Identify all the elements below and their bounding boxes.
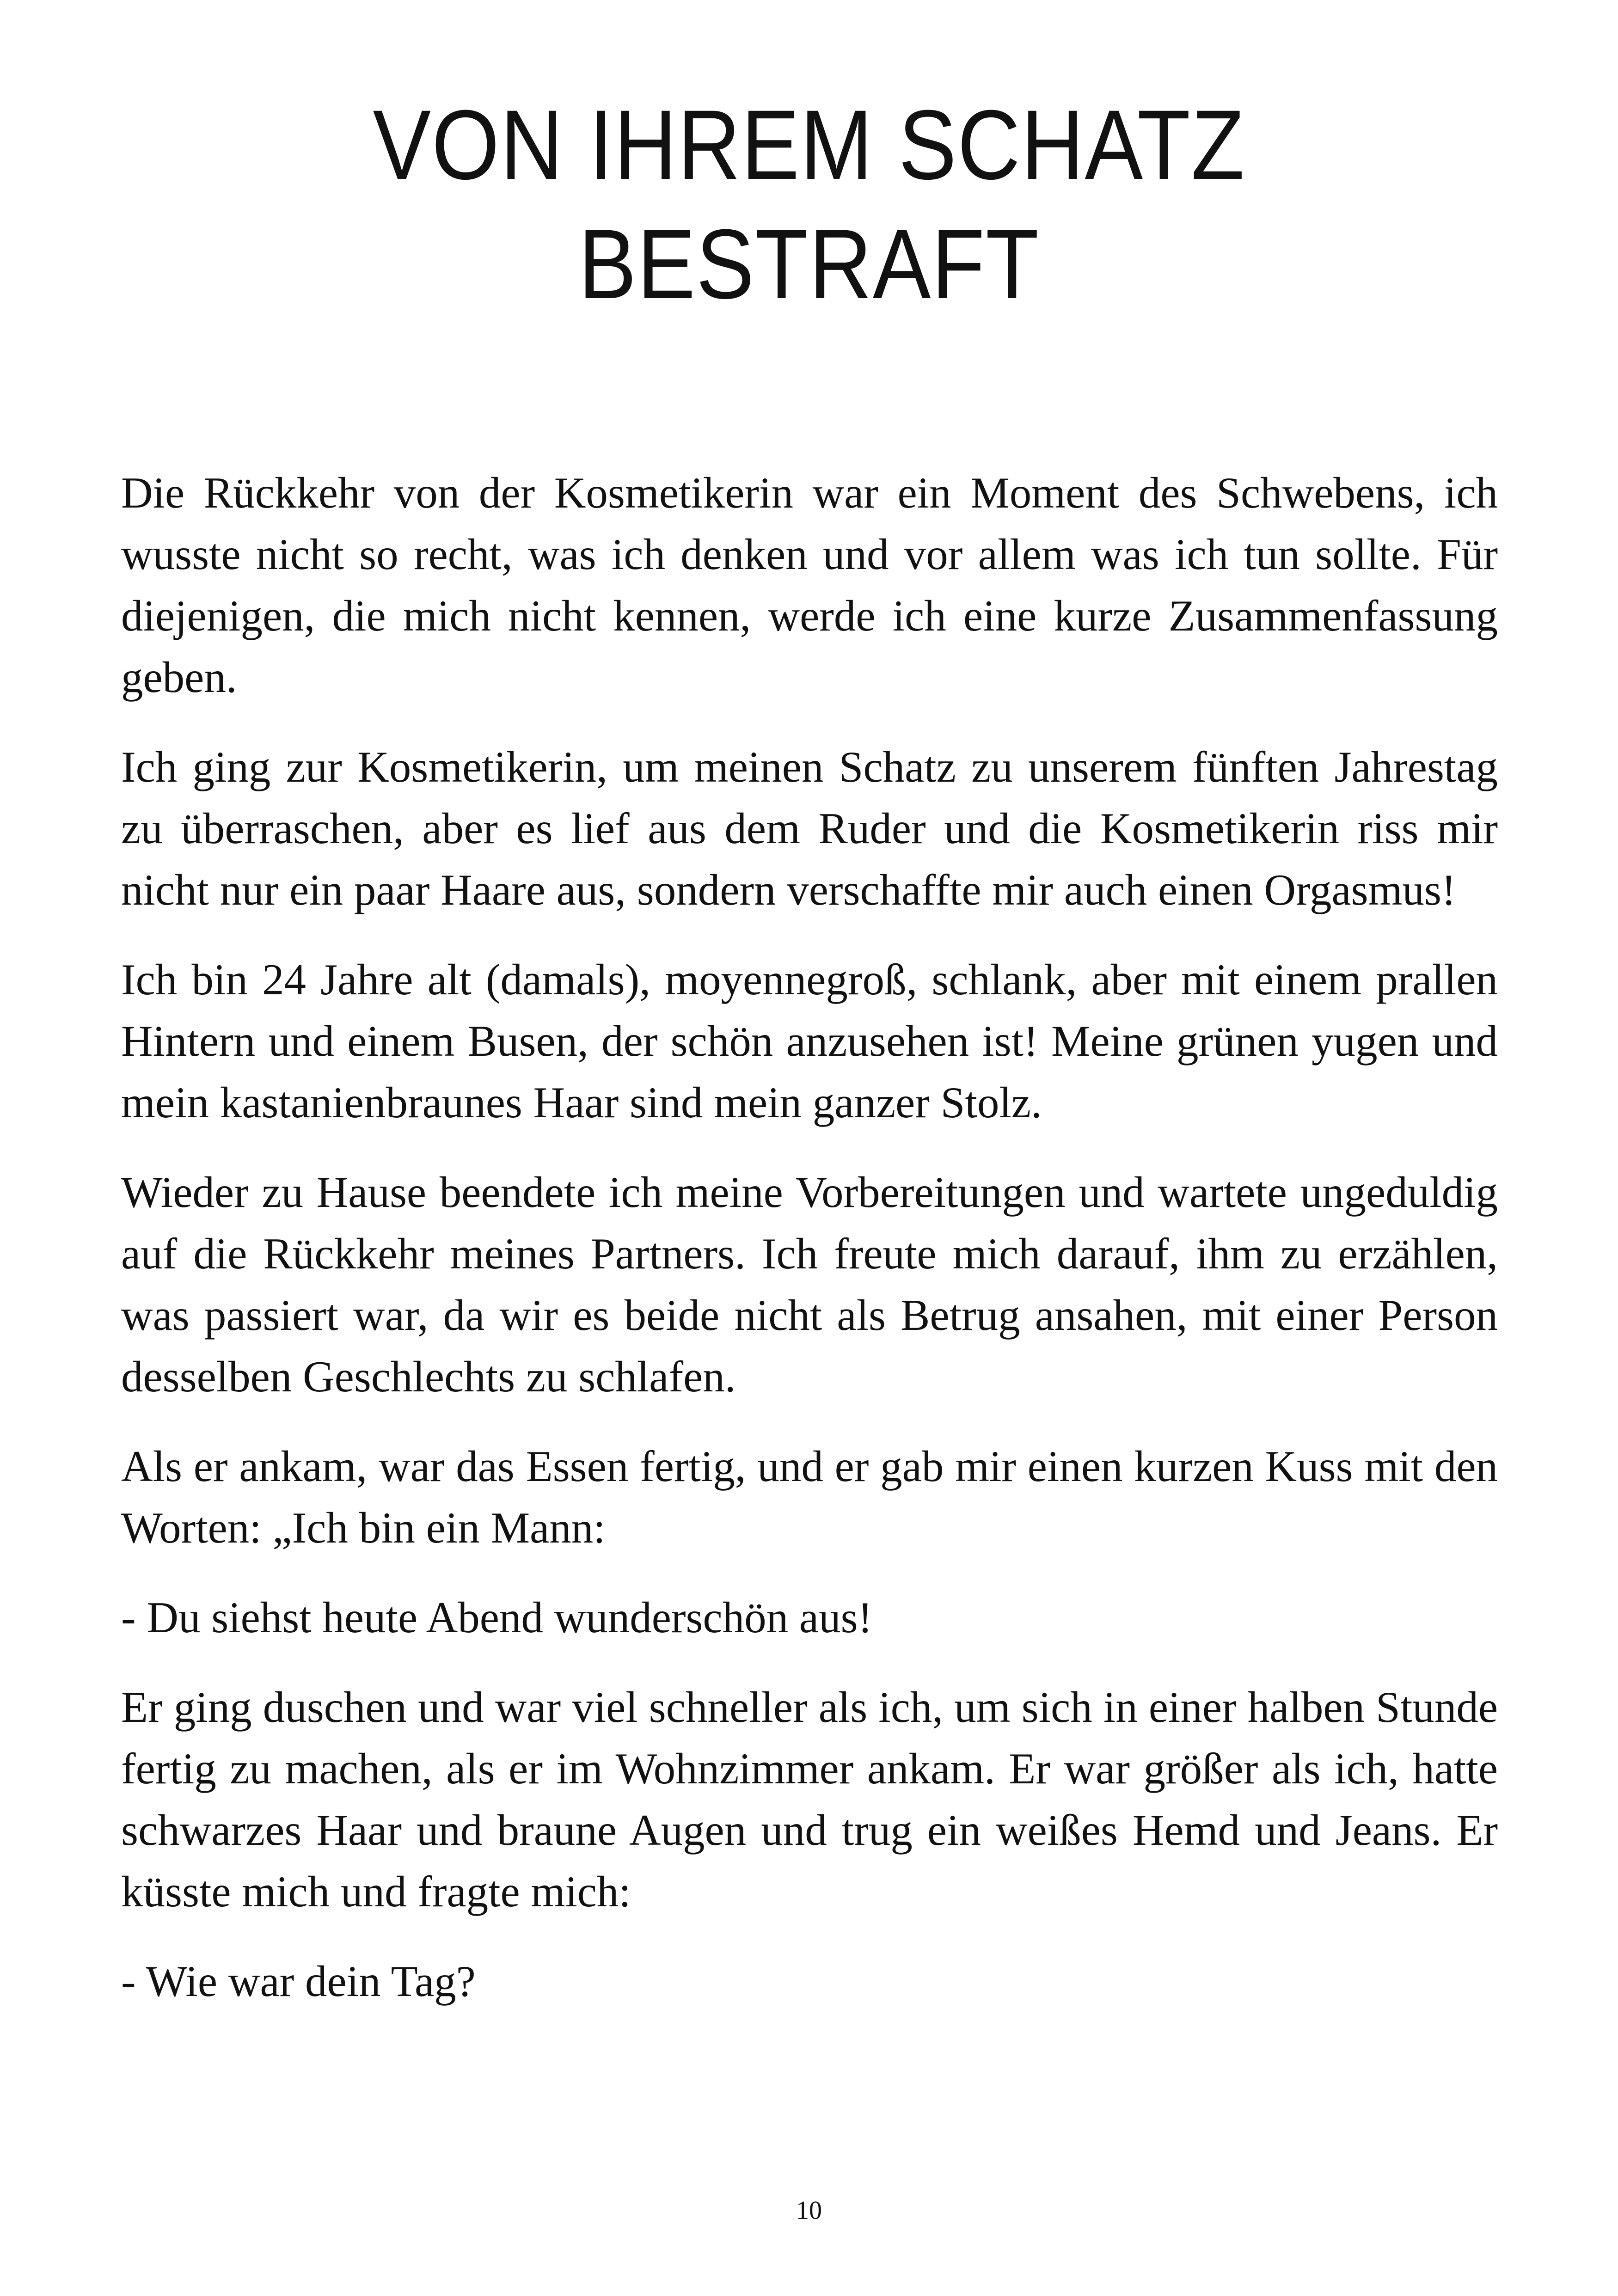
paragraph-1: Die Rückkehr von der Kosmetikerin war ein Moment des Schwebens, ich wusste nicht so recht, was ich denken und vor allem was ich tun sollte. Für diejenigen, die mich nicht kennen, werde ich eine kurze Zusammenfassung geben. bbox=[121, 468, 1498, 702]
paragraph-3: Ich bin 24 Jahre alt (damals), moyennegroß, schlank, aber mit einem prallen Hintern und einem Busen, der schön anzusehen ist! Meine grünen yugen und mein kastanienbraunes Haar sind mein ganzer Stolz. bbox=[121, 955, 1498, 1127]
paragraph-5: Als er ankam, war das Essen fertig, und er gab mir einen kurzen Kuss mit den Worten: „Ich bin ein Mann: bbox=[121, 1442, 1498, 1552]
page-number: 10 bbox=[796, 2196, 822, 2225]
chapter-title-line-1: VON IHREM SCHATZ bbox=[373, 90, 1245, 200]
paragraph-4: Wieder zu Hause beendete ich meine Vorbereitungen und wartete ungeduldig auf die Rückkehr meines Partners. Ich freute mich darauf, ihm zu erzählen, was passiert war, da wir es beide nicht als Betrug ansahen, mit einer Person desselben Geschlechts zu schlafen. bbox=[121, 1168, 1498, 1401]
paragraph-8: - Wie war dein Tag? bbox=[121, 1957, 476, 2006]
chapter-title-line-2: BESTRAFT bbox=[578, 209, 1040, 319]
paragraph-2: Ich ging zur Kosmetikerin, um meinen Schatz zu unserem fünften Jahrestag zu überraschen, aber es lief aus dem Ruder und die Kosmetikerin riss mir nicht nur ein paar Haare aus, sondern verschaffte mir auch einen Orgasmus! bbox=[121, 742, 1498, 914]
chapter-title bbox=[97, 86, 1521, 324]
body-text bbox=[121, 462, 1498, 2040]
paragraph-6: - Du siehst heute Abend wunderschön aus! bbox=[121, 1593, 873, 1642]
paragraph-7: Er ging duschen und war viel schneller als ich, um sich in einer halben Stunde fertig zu machen, als er im Wohnzimmer ankam. Er war größer als ich, hatte schwarzes Haar und braune Augen und trug ein weißes Hemd und Jeans. Er küsste mich und fragte mich: bbox=[121, 1683, 1498, 1916]
